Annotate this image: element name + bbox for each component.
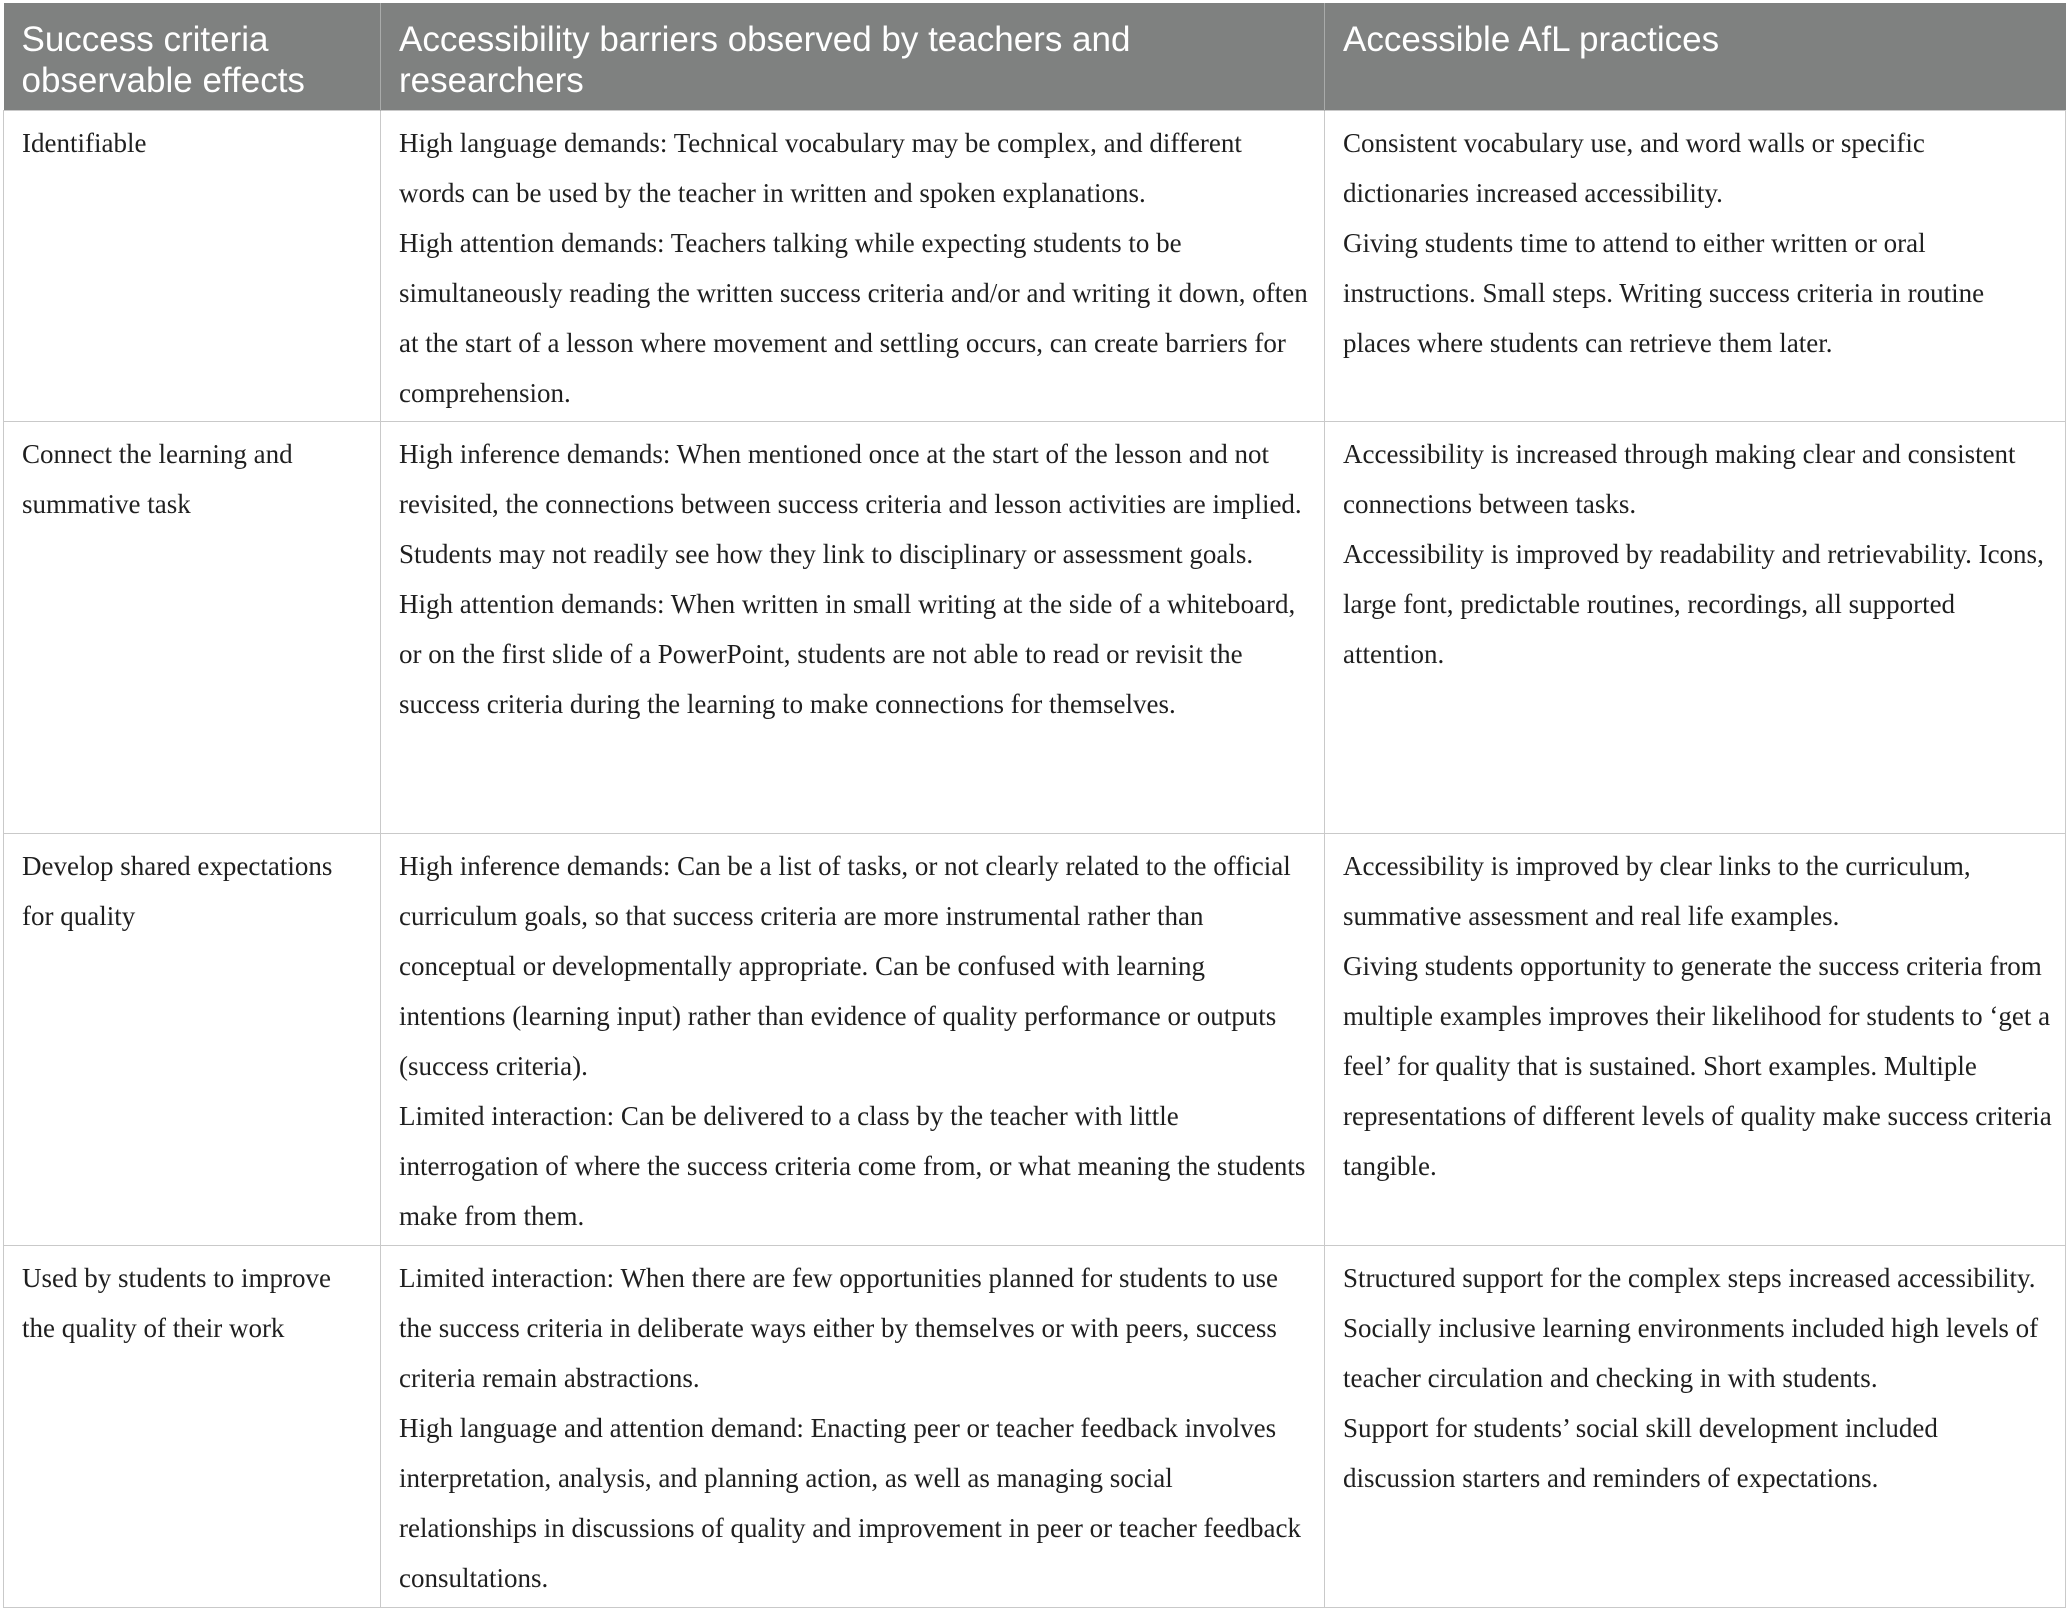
barrier-text: High attention demands: Teachers talking while expecting students to be simultaneously reading the written success criteria and/or and writing it down, often at the start of a lesson where movement and settling occurs, can create barriers for comprehension.	[399, 228, 1308, 408]
practice-text: Consistent vocabulary use, and word walls or specific dictionaries increased accessibility.	[1343, 128, 1925, 208]
practice-text: Giving students opportunity to generate the success criteria from multiple examples improves their likelihood for students to ‘get a feel’ for quality that is sustained. Short examples. Multiple representations of different levels of quality make success criteria tangible.	[1343, 951, 2052, 1181]
barriers-cell	[381, 422, 1325, 834]
header-success-criteria: Success criteria observable effects	[4, 3, 381, 111]
header-accessibility-barriers: Accessibility barriers observed by teachers and researchers	[381, 3, 1325, 111]
table-row	[4, 834, 2066, 1246]
barriers-cell	[381, 1246, 1325, 1608]
practice-text: Socially inclusive learning environments included high levels of teacher circulation and checking in with students.	[1343, 1313, 2039, 1393]
criterion-cell: Used by students to improve the quality of their work	[4, 1246, 381, 1608]
table-row	[4, 111, 2066, 422]
practices-cell	[1325, 111, 2066, 422]
barrier-text: High inference demands: Can be a list of tasks, or not clearly related to the official curriculum goals, so that success criteria are more instrumental rather than conceptual or developmentally appropriate. Can be confused with learning intentions (learning input) rather than evidence of quality performance or outputs (success criteria).	[399, 851, 1291, 1081]
criterion-cell: Identifiable	[4, 111, 381, 422]
header-accessible-afl-practices: Accessible AfL practices	[1325, 3, 2066, 111]
practice-text: Accessibility is improved by clear links to the curriculum, summative assessment and real life examples.	[1343, 851, 1971, 931]
barriers-cell	[381, 111, 1325, 422]
barrier-text: High inference demands: When mentioned once at the start of the lesson and not revisited, the connections between success criteria and lesson activities are implied. Students may not readily see how they link to disciplinary or assessment goals.	[399, 439, 1302, 569]
criterion-cell: Develop shared expectations for quality	[4, 834, 381, 1246]
barrier-text: High language and attention demand: Enacting peer or teacher feedback involves interpretation, analysis, and planning action, as well as managing social relationships in discussions of quality and improvement in peer or teacher feedback consultations.	[399, 1413, 1301, 1593]
practice-text: Support for students’ social skill development included discussion starters and reminders of expectations.	[1343, 1413, 1938, 1493]
practices-cell	[1325, 1246, 2066, 1608]
table-row	[4, 1246, 2066, 1608]
practices-cell	[1325, 834, 2066, 1246]
accessibility-table	[3, 3, 2066, 1608]
barrier-text: Limited interaction: Can be delivered to a class by the teacher with little interrogation of where the success criteria come from, or what meaning the students make from them.	[399, 1101, 1306, 1231]
header-row	[4, 3, 2066, 111]
barriers-cell	[381, 834, 1325, 1246]
practices-cell	[1325, 422, 2066, 834]
practice-text: Giving students time to attend to either written or oral instructions. Small steps. Writing success criteria in routine places where students can retrieve them later.	[1343, 228, 1985, 358]
table-row	[4, 422, 2066, 834]
table-body	[4, 111, 2066, 1608]
practice-text: Structured support for the complex steps increased accessibility.	[1343, 1263, 2036, 1293]
barrier-text: High language demands: Technical vocabulary may be complex, and different words can be used by the teacher in written and spoken explanations.	[399, 128, 1242, 208]
barrier-text: High attention demands: When written in small writing at the side of a whiteboard, or on the first slide of a PowerPoint, students are not able to read or revisit the success criteria during the learning to make connections for themselves.	[399, 589, 1296, 719]
criterion-cell: Connect the learning and summative task	[4, 422, 381, 834]
practice-text: Accessibility is increased through making clear and consistent connections between tasks.	[1343, 439, 2016, 519]
practice-text: Accessibility is improved by readability and retrievability. Icons, large font, predictable routines, recordings, all supported attention.	[1343, 539, 2044, 669]
barrier-text: Limited interaction: When there are few opportunities planned for students to use the success criteria in deliberate ways either by themselves or with peers, success criteria remain abstractions.	[399, 1263, 1278, 1393]
table-header	[4, 3, 2066, 111]
